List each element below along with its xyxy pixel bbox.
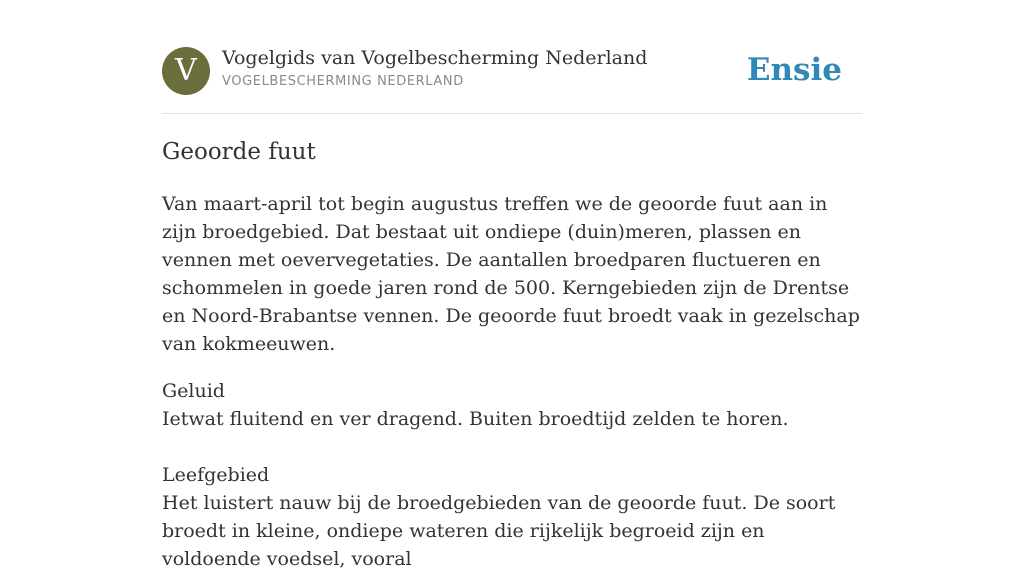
section-heading: Leefgebied	[162, 464, 270, 486]
header-divider	[162, 113, 862, 114]
source-header	[162, 46, 862, 96]
source-title[interactable]: Vogelgids van Vogelbescherming Nederland	[222, 47, 648, 69]
section-text: Het luistert nauw bij de broedgebieden van de geoorde fuut. De soort broedt in kleine, ondiepe wateren die rijkelijk begroeid zijn en voldoende voedsel, vooral	[162, 492, 836, 570]
section-text: Ietwat fluitend en ver dragend. Buiten broedtijd zelden te horen.	[162, 408, 789, 430]
section-heading: Geluid	[162, 380, 225, 402]
source-organization[interactable]: VOGELBESCHERMING NEDERLAND	[222, 74, 464, 89]
section-spacer	[162, 433, 862, 461]
section-leefgebied	[162, 461, 862, 573]
source-avatar[interactable]: V	[162, 47, 210, 95]
entry-content	[162, 136, 862, 573]
ensie-logo[interactable]: Ensie	[746, 52, 842, 88]
entry-title: Geoorde fuut	[162, 139, 316, 165]
section-geluid	[162, 377, 862, 433]
entry-intro: Van maart-april tot begin augustus treffen we de geoorde fuut aan in zijn broedgebied. Dat bestaat uit ondiepe (duin)meren, plassen en vennen met oevervegetaties. De aantallen broedparen fluctueren en schommelen in goede jaren rond de 500. Kerngebieden zijn de Drentse en Noord-Brabantse vennen. De geoorde fuut broedt vaak in gezelschap van kokmeeuwen.	[162, 193, 860, 355]
